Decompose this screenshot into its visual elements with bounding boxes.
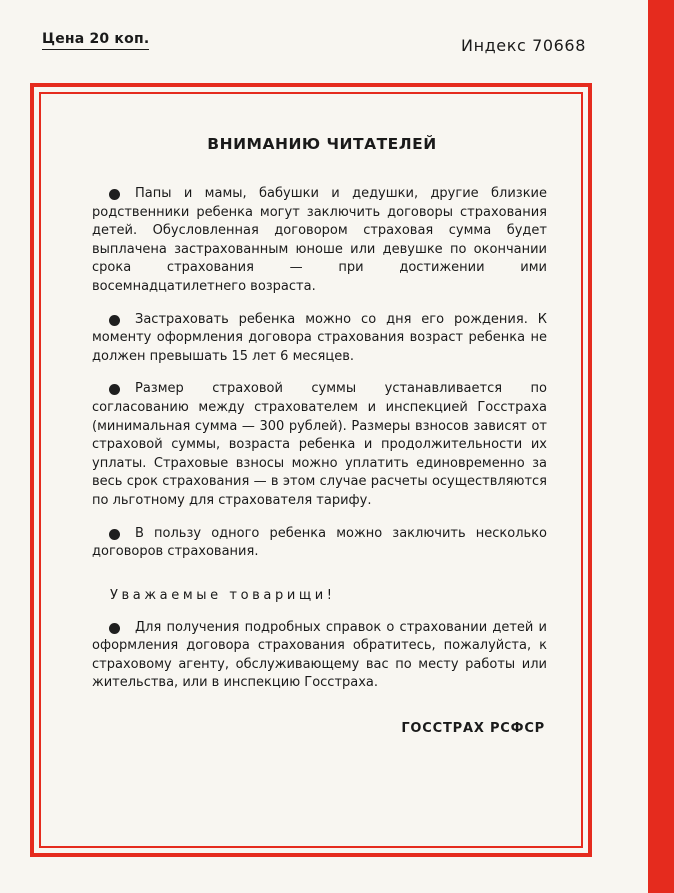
- red-edge-strip: [648, 0, 674, 893]
- paragraph-text: Размер страховой суммы устанавливается по согласованию между страхователем и инспекцией Госстраха (минимальная сумма — 300 рублей). Размеры взносов зависят от страховой суммы, возраста ребенка и продолжительности их уплаты. Страховые взносы можно уплатить единовременно за весь срок страхования — в этом случае расчеты осуществляются по льготному для страхователя тарифу.: [92, 381, 547, 508]
- index-label: Индекс 70668: [461, 36, 586, 55]
- notice-content: [92, 135, 547, 736]
- notice-final-paragraph: [92, 619, 547, 693]
- notice-paragraph-3: [92, 380, 547, 510]
- notice-paragraph-1: [92, 185, 547, 297]
- bullet-dot-icon: [109, 315, 120, 326]
- paragraph-text: Папы и мамы, бабушки и дедушки, другие близкие родственники ребенка могут заключить договоры страхования детей. Обусловленная договором страховая сумма будет выплачена застрахованным юноше или девушке по окончании срока страхования — при достижении ими восемнадцатилетнего возраста.: [92, 186, 547, 294]
- paragraph-text: Застраховать ребенка можно со дня его рождения. К моменту оформления договора страхования возраст ребенка не должен превышать 15 лет 6 месяцев.: [92, 311, 547, 364]
- signature: ГОССТРАХ РСФСР: [401, 721, 545, 737]
- bullet-dot-icon: [109, 529, 120, 540]
- notice-paragraph-2: [92, 311, 547, 367]
- notice-title: ВНИМАНИЮ ЧИТАТЕЛЕЙ: [207, 135, 437, 153]
- notice-paragraph-4: [92, 525, 547, 562]
- price-label: Цена 20 коп.: [42, 31, 149, 50]
- bullet-dot-icon: [109, 623, 120, 634]
- paragraph-text: В пользу одного ребенка можно заключить несколько договоров страхования.: [92, 525, 547, 560]
- greeting-heading: Уважаемые товарищи!: [110, 587, 336, 603]
- bullet-dot-icon: [109, 189, 120, 200]
- paragraph-text: Для получения подробных справок о страховании детей и оформления договора страхования обратитесь, пожалуйста, к страховому агенту, обслуживающему вас по месту работы или жительства, или в инспекцию Госстраха.: [92, 619, 547, 691]
